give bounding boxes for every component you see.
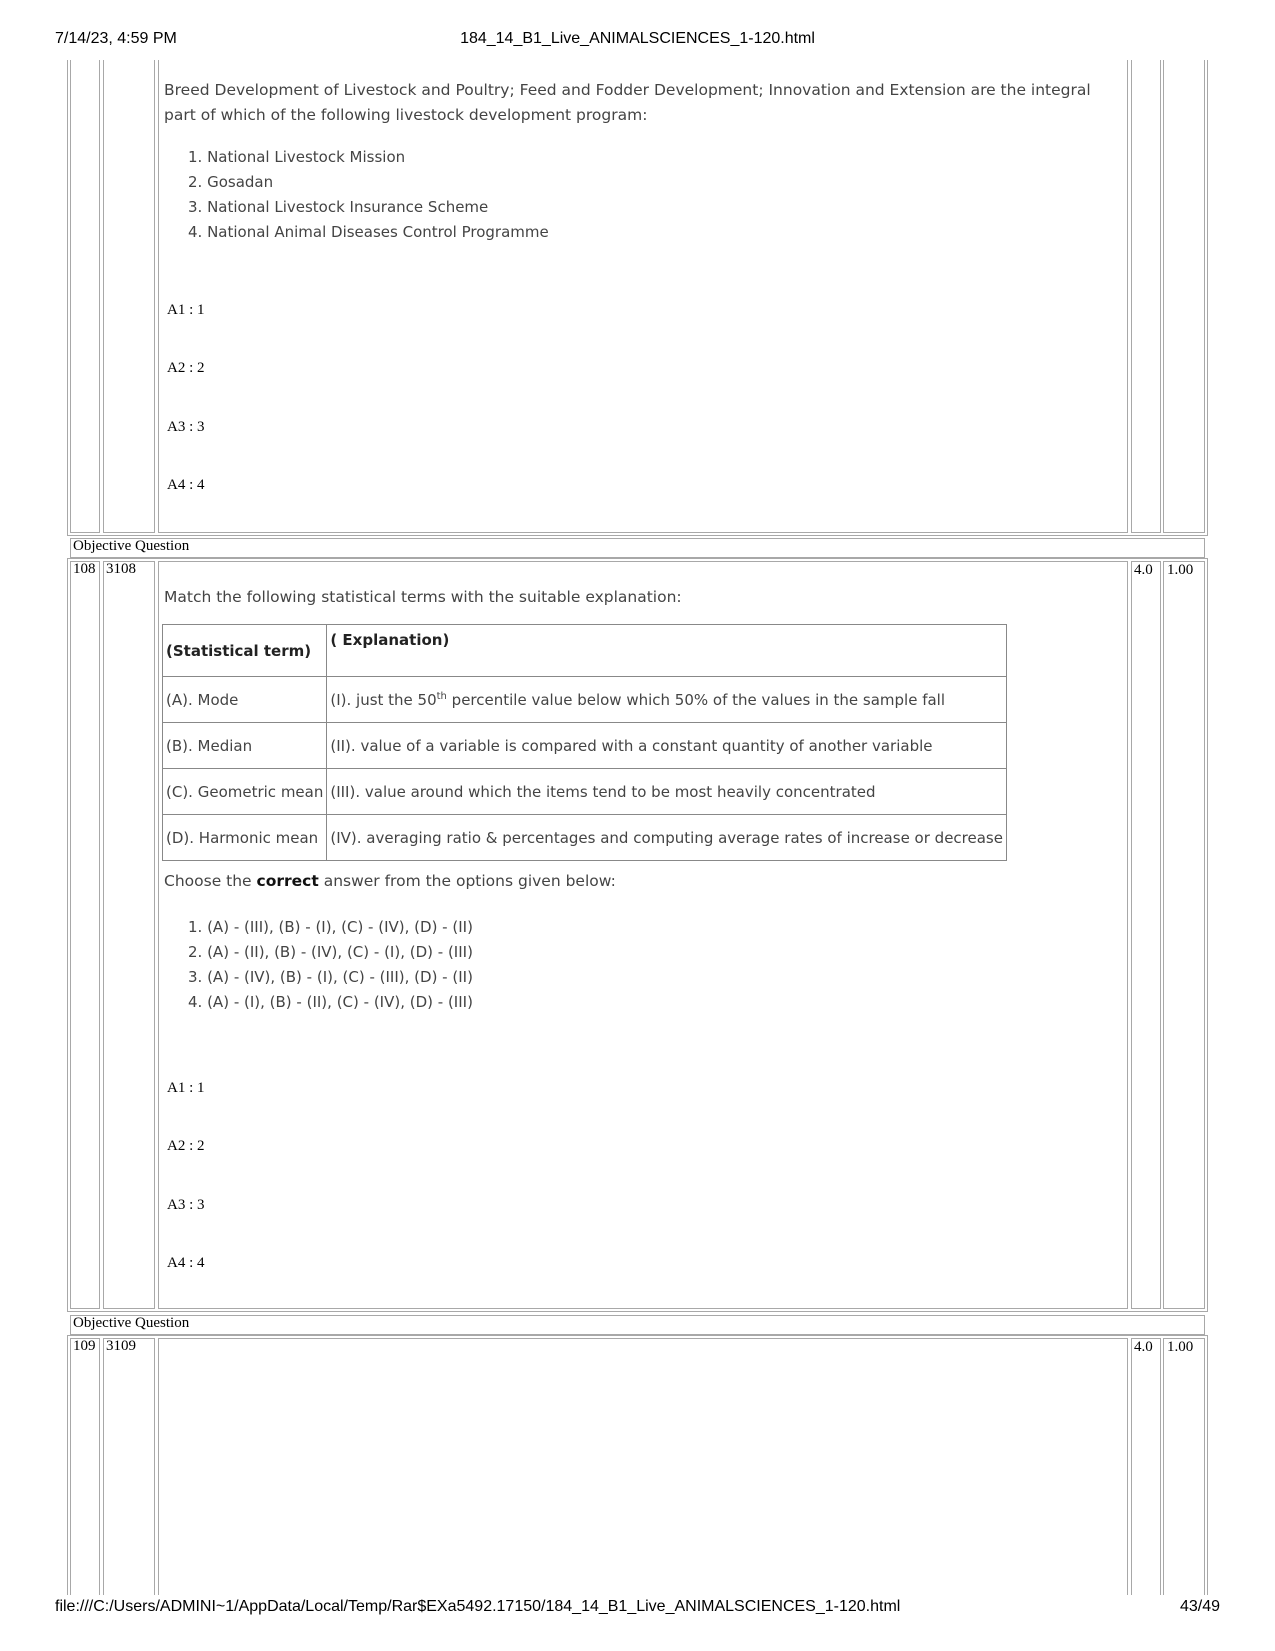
q108-option-4: 4. (A) - (I), (B) - (II), (C) - (IV), (D) - (III) xyxy=(188,993,473,1011)
q109-sno-cell xyxy=(70,1338,100,1595)
q108-type-row xyxy=(70,538,1205,558)
q109-negative-cell xyxy=(1163,1338,1205,1595)
print-footer xyxy=(55,1598,1220,1620)
q108-qid-cell xyxy=(103,561,155,1309)
q107-outer-frame xyxy=(67,60,1208,536)
match-explanation-text: (I). just the 50 xyxy=(330,690,437,709)
q108-sno-cell xyxy=(70,561,100,1309)
q108-answer-3: A3 : 3 xyxy=(167,1197,205,1213)
q108-qid: 3108 xyxy=(106,561,136,577)
match-term: (B). Median xyxy=(163,723,327,769)
match-explanation: (IV). averaging ratio & percentages and computing average rates of increase or decrease xyxy=(327,815,1007,861)
q108-option-3: 3. (A) - (IV), (B) - (I), (C) - (III), (D) - (II) xyxy=(188,968,473,986)
q108-marks-cell xyxy=(1131,561,1161,1309)
q107-answer-3: A3 : 3 xyxy=(167,419,205,435)
match-term: (C). Geometric mean xyxy=(163,769,327,815)
q109-qid-cell xyxy=(103,1338,155,1595)
q109-negative-marks: 1.00 xyxy=(1167,1339,1194,1355)
q108-stem: Match the following statistical terms with the suitable explanation: xyxy=(164,588,682,606)
match-table-row xyxy=(163,677,1007,723)
q107-answer-4: A4 : 4 xyxy=(167,477,205,493)
match-term: (D). Harmonic mean xyxy=(163,815,327,861)
q107-option-3: 3. National Livestock Insurance Scheme xyxy=(188,198,489,216)
choose-text-bold: correct xyxy=(256,872,319,890)
q108-option-1: 1. (A) - (III), (B) - (I), (C) - (IV), (D) - (II) xyxy=(188,918,473,936)
match-table-row xyxy=(163,723,1007,769)
q107-stem: Breed Development of Livestock and Poultry; Feed and Fodder Development; Innovation and Extension are the integral part of which of the following livestock development program: xyxy=(164,81,1091,124)
q107-answer-2: A2 : 2 xyxy=(167,360,205,376)
q109-marks: 4.0 xyxy=(1134,1339,1153,1355)
match-explanation-text-cont: percentile value below which 50% of the values in the sample fall xyxy=(446,690,946,709)
q108-answer-2: A2 : 2 xyxy=(167,1138,205,1154)
match-table-header-row xyxy=(163,625,1007,677)
q108-type-label: Objective Question xyxy=(73,538,190,554)
q109-question-cell xyxy=(158,1338,1128,1595)
choose-text-pre: Choose the xyxy=(164,872,257,890)
choose-text-post: answer from the options given below: xyxy=(318,872,616,890)
q107-option-4: 4. National Animal Diseases Control Programme xyxy=(188,223,549,241)
q109-type-label: Objective Question xyxy=(73,1315,190,1331)
q107-answer-1: A1 : 1 xyxy=(167,302,205,318)
q108-answer-1: A1 : 1 xyxy=(167,1080,205,1096)
q108-sno: 108 xyxy=(73,561,96,577)
match-header-explanation: ( Explanation) xyxy=(327,625,1007,677)
q107-option-2: 2. Gosadan xyxy=(188,173,274,191)
q108-choose-instruction xyxy=(164,872,616,890)
print-datetime: 7/14/23, 4:59 PM xyxy=(55,30,177,47)
q107-option-1: 1. National Livestock Mission xyxy=(188,148,406,166)
q108-negative-marks: 1.00 xyxy=(1167,562,1194,578)
q108-option-2: 2. (A) - (II), (B) - (IV), (C) - (I), (D) - (III) xyxy=(188,943,473,961)
q108-marks: 4.0 xyxy=(1134,562,1153,578)
q108-answer-4: A4 : 4 xyxy=(167,1255,205,1271)
match-header-term: (Statistical term) xyxy=(163,625,327,677)
q109-type-row xyxy=(70,1315,1205,1335)
superscript-text: th xyxy=(436,690,447,702)
q109-sno: 109 xyxy=(73,1338,96,1354)
q109-marks-cell xyxy=(1131,1338,1161,1595)
match-explanation: (III). value around which the items tend to be most heavily concentrated xyxy=(327,769,1007,815)
match-term: (A). Mode xyxy=(163,677,327,723)
page-number: 43/49 xyxy=(1179,1598,1220,1615)
match-explanation: (II). value of a variable is compared with a constant quantity of another variable xyxy=(327,723,1007,769)
file-path: file:///C:/Users/ADMINI~1/AppData/Local/Temp/Rar$EXa5492.17150/184_14_B1_Live_ANIMALSCIENCES_1-120.html xyxy=(55,1598,901,1615)
match-table xyxy=(162,624,1007,861)
match-table-row xyxy=(163,815,1007,861)
q108-negative-cell xyxy=(1163,561,1205,1309)
document-title: 184_14_B1_Live_ANIMALSCIENCES_1-120.html xyxy=(460,30,815,47)
match-explanation xyxy=(327,677,1007,723)
q109-qid: 3109 xyxy=(106,1338,136,1354)
match-table-row xyxy=(163,769,1007,815)
